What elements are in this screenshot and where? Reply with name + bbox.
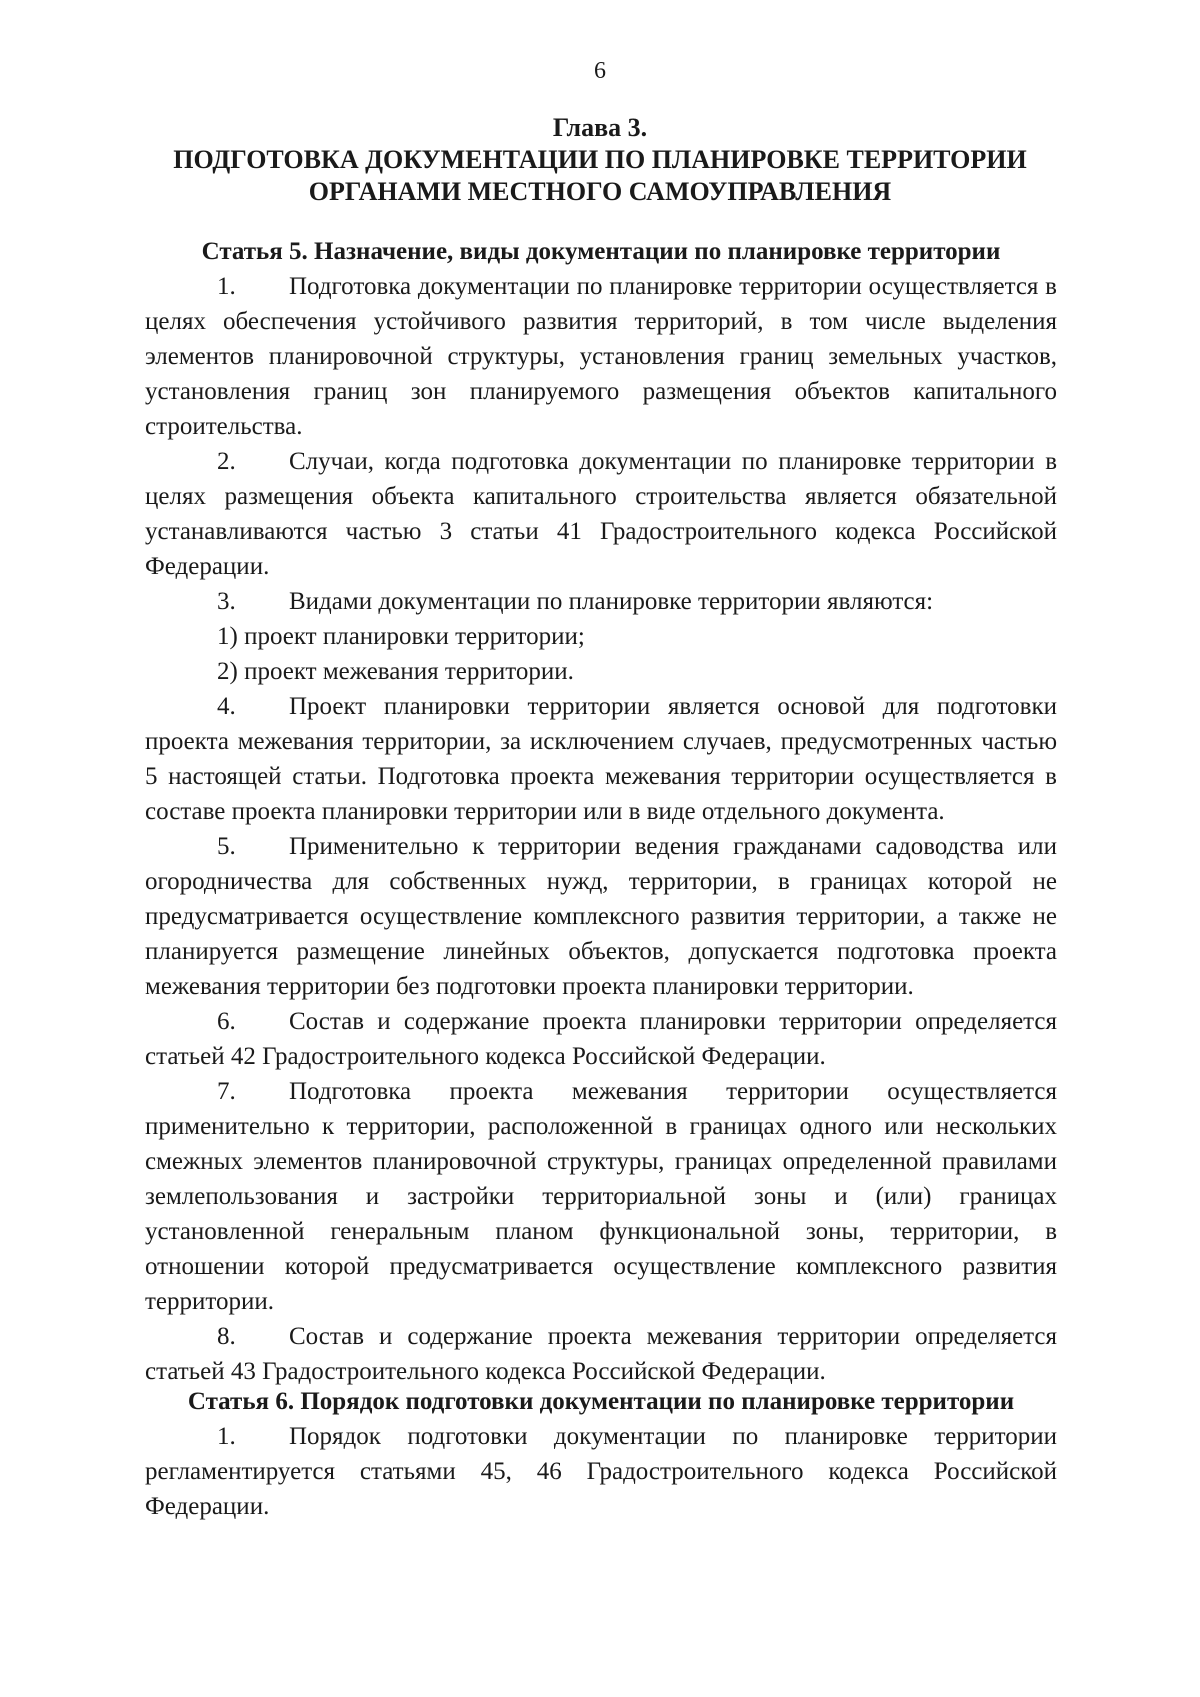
chapter-title-line-1: ПОДГОТОВКА ДОКУМЕНТАЦИИ ПО ПЛАНИРОВКЕ ТЕРРИТОРИИ bbox=[173, 145, 1027, 174]
item-number: 7. bbox=[217, 1078, 236, 1105]
chapter-label: Глава 3. bbox=[552, 113, 648, 142]
item-text: Случаи, когда подготовка документации по планировке территории в целях размещения объекта капитального строительства является обязательной устанавливаются частью 3 статьи 41 Градостроительного кодекса Российской Федерации. bbox=[145, 448, 1057, 580]
article-5-item-1 bbox=[145, 269, 1057, 444]
page-number: 6 bbox=[594, 58, 606, 84]
article-5-item-6 bbox=[145, 1004, 1057, 1074]
item-text: Состав и содержание проекта планировки территории определяется статьей 42 Градостроительного кодекса Российской Федерации. bbox=[145, 1008, 1057, 1070]
item-number: 2. bbox=[217, 448, 236, 475]
article-5-item-5 bbox=[145, 829, 1057, 1004]
chapter-title-line-2: ОРГАНАМИ МЕСТНОГО САМОУПРАВЛЕНИЯ bbox=[308, 177, 892, 206]
item-number: 5. bbox=[217, 833, 236, 860]
article-5-subitem-1: 1) проект планировки территории; bbox=[217, 623, 585, 650]
article-5-subitem-2: 2) проект межевания территории. bbox=[217, 658, 574, 685]
item-text: Состав и содержание проекта межевания территории определяется статьей 43 Градостроительного кодекса Российской Федерации. bbox=[145, 1323, 1057, 1385]
article-5-item-8 bbox=[145, 1319, 1057, 1389]
item-text: Применительно к территории ведения гражданами садоводства или огородничества для собственных нужд, территории, в границах которой не предусматривается осуществление комплексного развития территории, а также не планируется размещение линейных объектов, допускается подготовка проекта межевания территории без подготовки проекта планировки территории. bbox=[145, 833, 1057, 1000]
chapter-heading bbox=[0, 112, 1200, 208]
article-5-item-4 bbox=[145, 689, 1057, 829]
item-number: 1. bbox=[217, 273, 236, 300]
item-text: Проект планировки территории является основой для подготовки проекта межевания территории, за исключением случаев, предусмотренных частью 5 настоящей статьи. Подготовка проекта межевания территории осуществляется в составе проекта планировки территории или в виде отдельного документа. bbox=[145, 693, 1057, 825]
article-6-item-1 bbox=[145, 1419, 1057, 1524]
item-number: 8. bbox=[217, 1323, 236, 1350]
article-5-item-3 bbox=[145, 584, 1057, 619]
article-5-item-7 bbox=[145, 1074, 1057, 1319]
article-5-item-2 bbox=[145, 444, 1057, 584]
item-number: 6. bbox=[217, 1008, 236, 1035]
item-number: 4. bbox=[217, 693, 236, 720]
item-text: Порядок подготовки документации по планировке территории регламентируется статьями 45, 46 Градостроительного кодекса Российской Федерации. bbox=[145, 1423, 1057, 1520]
article-6-title: Статья 6. Порядок подготовки документации по планировке территории bbox=[187, 1388, 1015, 1415]
item-text: Видами документации по планировке территории являются: bbox=[289, 588, 934, 615]
item-number: 1. bbox=[217, 1423, 236, 1450]
article-5-section bbox=[145, 235, 1057, 1389]
item-text: Подготовка проекта межевания территории осуществляется применительно к территории, расположенной в границах одного или нескольких смежных элементов планировочной структуры, границах определенной правилами землепользования и застройки территориальной зоны и (или) границах установленной генеральным планом функциональной зоны, территории, в отношении которой предусматривается осуществление комплексного развития территории. bbox=[145, 1078, 1057, 1315]
article-6-section bbox=[145, 1385, 1057, 1524]
item-number: 3. bbox=[217, 588, 236, 615]
item-text: Подготовка документации по планировке территории осуществляется в целях обеспечения устойчивого развития территорий, в том числе выделения элементов планировочной структуры, установления границ земельных участков, установления границ зон планируемого размещения объектов капитального строительства. bbox=[145, 273, 1057, 440]
article-5-title: Статья 5. Назначение, виды документации по планировке территории bbox=[201, 238, 1001, 265]
